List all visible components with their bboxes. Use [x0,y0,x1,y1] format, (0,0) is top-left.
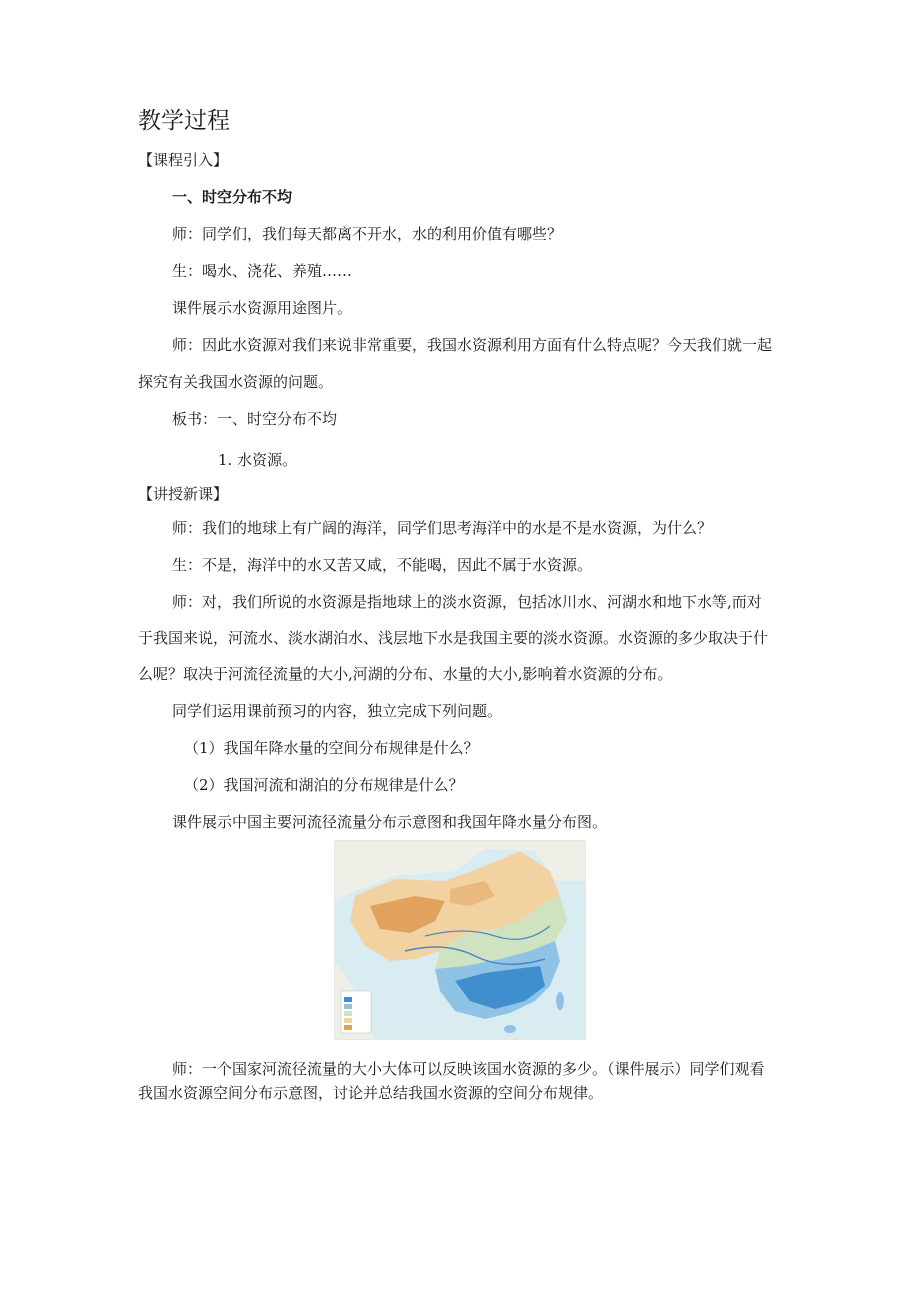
paragraph: 生：不是，海洋中的水又苦又咸，不能喝，因此不属于水资源。 [172,556,593,574]
map-legend-swatch [344,1011,352,1016]
paragraph: 课件展示中国主要河流径流量分布示意图和我国年降水量分布图。 [172,813,608,831]
section-heading-intro: 【课程引入】 [138,151,229,169]
question-item: （1）我国年降水量的空间分布规律是什么？ [184,739,479,757]
china-precipitation-map [334,840,586,1040]
blackboard-note: 板书：一、时空分布不均 [172,410,338,428]
paragraph: 同学们运用课前预习的内容，独立完成下列问题。 [172,702,503,720]
paragraph: 我国水资源空间分布示意图，讨论并总结我国水资源的空间分布规律。 [138,1084,604,1102]
paragraph: 师：同学们，我们每天都离不开水，水的利用价值有哪些？ [172,225,563,243]
paragraph: 师：我们的地球上有广阔的海洋，同学们思考海洋中的水是不是水资源，为什么？ [172,519,713,537]
blackboard-item: 1. 水资源。 [218,451,298,469]
paragraph: 于我国来说，河流水、淡水湖泊水、浅层地下水是我国主要的淡水资源。水资源的多少取决于什 [138,629,769,647]
subheading-time-space: 一、时空分布不均 [172,188,293,206]
paragraph: 课件展示水资源用途图片。 [172,299,353,317]
map-island [504,1025,516,1033]
paragraph: 师：一个国家河流径流量的大小大体可以反映该国水资源的多少。（课件展示）同学们观看 [172,1060,765,1078]
map-legend-swatch [344,1018,352,1023]
paragraph: 师：因此水资源对我们来说非常重要，我国水资源利用方面有什么特点呢？今天我们就一起 [172,336,773,354]
map-legend-swatch [344,1004,352,1009]
paragraph: 师：对，我们所说的水资源是指地球上的淡水资源，包括冰川水、河湖水和地下水等,而对 [172,593,762,611]
map-legend-swatch [344,997,352,1002]
paragraph: 生：喝水、浇花、养殖…… [172,262,353,280]
map-legend-swatch [344,1025,352,1030]
map-graphic [335,841,585,1039]
question-item: （2）我国河流和湖泊的分布规律是什么？ [184,776,464,794]
map-island [556,992,564,1010]
paragraph: 探究有关我国水资源的问题。 [138,373,334,391]
page-title: 教学过程 [138,108,230,134]
paragraph: 么呢？取决于河流径流量的大小,河湖的分布、水量的大小,影响着水资源的分布。 [138,665,673,683]
section-heading-new: 【讲授新课】 [138,485,229,503]
